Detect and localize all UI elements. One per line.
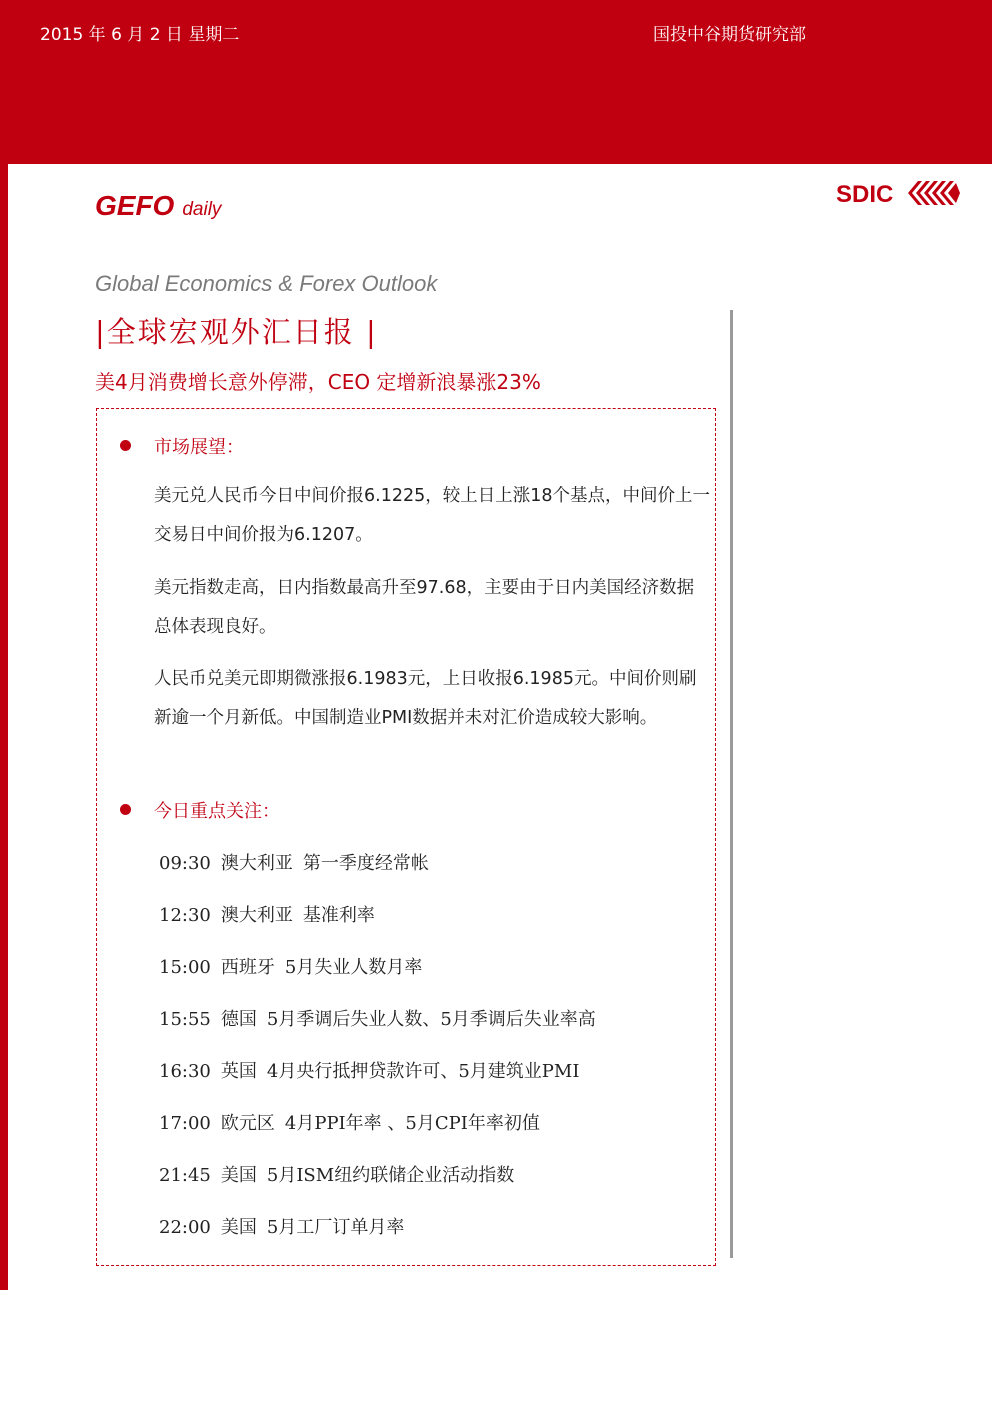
event-region: 美国 <box>220 1165 257 1186</box>
event-region: 英国 <box>220 1061 257 1082</box>
event-time: 09:30 <box>159 853 211 874</box>
event-region: 澳大利亚 <box>220 853 293 874</box>
event-row <box>159 849 439 875</box>
event-time: 16:30 <box>159 1061 211 1082</box>
event-time: 21:45 <box>159 1165 211 1186</box>
brand-name: GEFO <box>95 190 175 221</box>
event-region: 欧元区 <box>220 1113 275 1134</box>
section-title-focus: 今日重点关注： <box>154 801 280 822</box>
bullet-focus <box>120 804 131 815</box>
left-accent-bar <box>0 164 8 1290</box>
event-row <box>159 1005 606 1031</box>
brand-title <box>95 190 221 222</box>
event-time: 15:00 <box>159 957 211 978</box>
event-row <box>159 1109 550 1135</box>
event-row <box>159 1057 589 1083</box>
event-time: 22:00 <box>159 1217 211 1238</box>
subtitle-english: Global Economics & Forex Outlook <box>95 271 438 296</box>
report-headline: 美4月消费增长意外停滞，CEO 定增新浪暴涨23% <box>95 370 541 394</box>
event-item: 5月ISM纽约联储企业活动指数 <box>266 1165 515 1186</box>
event-time: 12:30 <box>159 905 211 926</box>
event-row <box>159 953 432 979</box>
event-row <box>159 1213 414 1239</box>
section-title-market-outlook: 市场展望： <box>154 437 244 458</box>
department-name: 国投中谷期货研究部 <box>653 25 806 45</box>
event-region: 德国 <box>220 1009 257 1030</box>
outlook-paragraph-3: 人民币兑美元即期微涨报6.1983元，上日收报6.1985元。中间价则刷新逾一个月新低。中国制造业PMI数据并未对汇价造成较大影响。 <box>154 669 697 728</box>
bullet-market-outlook <box>120 440 131 451</box>
event-item: 4月央行抵押贷款许可、5月建筑业PMI <box>266 1061 580 1082</box>
vertical-divider <box>730 310 733 1258</box>
event-region: 美国 <box>220 1217 257 1238</box>
sdic-logo-text: SDIC <box>836 181 894 208</box>
event-item: 5月失业人数月率 <box>284 957 423 978</box>
outlook-paragraph-1: 美元兑人民币今日中间价报6.1225，较上日上涨18个基点，中间价上一交易日中间价报为6.1207。 <box>154 486 710 545</box>
event-item: 第一季度经常帐 <box>302 853 429 874</box>
event-item: 4月PPI年率 、5月CPI年率初值 <box>284 1113 540 1134</box>
sdic-logo <box>836 178 962 208</box>
event-row <box>159 1161 524 1187</box>
brand-tag: daily <box>182 199 222 220</box>
event-item: 5月季调后失业人数、5月季调后失业率高 <box>266 1009 596 1030</box>
event-item: 基准利率 <box>302 905 375 926</box>
outlook-paragraph-2: 美元指数走高，日内指数最高升至97.68，主要由于日内美国经济数据总体表现良好。 <box>154 578 695 637</box>
sdic-logo-mark <box>908 181 960 205</box>
report-date: 2015 年 6 月 2 日 星期二 <box>40 25 240 45</box>
event-time: 15:55 <box>159 1009 211 1030</box>
event-region: 澳大利亚 <box>220 905 293 926</box>
event-time: 17:00 <box>159 1113 211 1134</box>
event-item: 5月工厂订单月率 <box>266 1217 405 1238</box>
report-title: |全球宏观外汇日报 | <box>95 315 378 349</box>
event-region: 西班牙 <box>220 957 275 978</box>
event-row <box>159 901 385 927</box>
